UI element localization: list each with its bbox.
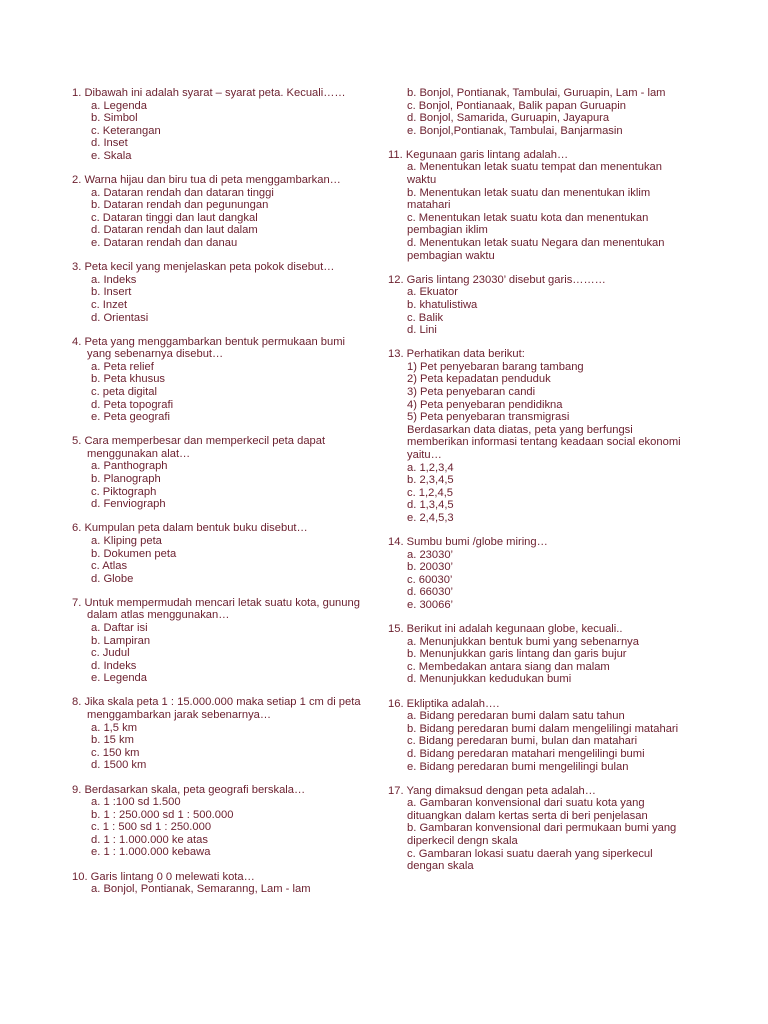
answer-option: 5) Peta penyebaran transmigrasi [407,411,570,424]
answer-option: c. Menentukan letak suatu kota dan menentukan pembagian iklim [407,211,649,237]
answer-option: d. 66030’ [407,586,454,599]
answer-option: c. Keterangan [91,124,161,137]
question-stem: 10. Garis lintang 0 0 melewati kota… [72,870,255,883]
answer-option: d. Menentukan letak suatu Negara dan menentukan pembagian waktu [407,237,665,262]
answer-option: a. Menentukan letak suatu tempat dan menentukan waktu [407,161,662,187]
question-stem: 13. Perhatikan data berikut: [388,348,525,361]
answer-option: d. 1,3,4,5 [407,499,454,512]
answer-option: d. Orientasi [91,311,149,324]
answer-option: a. Dataran rendah dan dataran tinggi [91,186,274,199]
answer-option: a. Panthograph [91,460,168,473]
answer-option: e. 1 : 1.000.000 kebawa [91,846,211,859]
answer-option: c. 60030’ [407,573,453,586]
question-block [388,536,690,612]
answer-option: b. 2,3,4,5 [407,474,454,487]
answer-option: b. Dokumen peta [91,547,177,560]
answer-option: a. Menunjukkan bentuk bumi yang sebenarnya [407,635,639,648]
answer-option: c. Atlas [91,560,128,573]
question-block [388,149,690,262]
question-block [72,522,368,585]
answer-option: e. Bidang peredaran bumi mengelilingi bulan [407,760,629,773]
answer-option: c. Inzet [91,298,128,311]
question-block [388,348,690,524]
question-stem: 15. Berikut ini adalah kegunaan globe, kecuali.. [388,623,623,636]
answer-option: d. 1 : 1.000.000 ke atas [91,833,208,846]
answer-option: b. Bonjol, Pontianak, Tambulai, Guruapin, Lam - lam [407,87,666,99]
question-block [72,435,368,511]
question-block [72,784,368,860]
question-stem: 8. Jika skala peta 1 : 15.000.000 maka setiap 1 cm di peta menggambarkan jarak sebenarnya… [72,696,361,722]
question-block [388,623,690,686]
question-stem: 2. Warna hijau dan biru tua di peta menggambarkan… [72,174,341,187]
question-stem: 4. Peta yang menggambarkan bentuk permukaan bumi yang sebenarnya disebut… [72,335,346,361]
question-block [72,336,368,424]
answer-option: a. Peta relief [91,360,154,373]
answer-option: 2) Peta kepadatan penduduk [407,373,551,386]
question-block [388,274,690,337]
answer-option: a. Bonjol, Pontianak, Semaranng, Lam - lam [91,883,311,896]
answer-option: 4) Peta penyebaran pendidikna [407,398,563,411]
answer-option: Berdasarkan data diatas, peta yang berfungsi memberikan informasi tentang keadaan social ekonomi yaitu… [407,423,681,461]
question-stem: 5. Cara memperbesar dan memperkecil peta dapat menggunakan alat… [72,435,326,460]
answer-option: a. 1,2,3,4 [407,461,454,474]
question-stem: 1. Dibawah ini adalah syarat – syarat peta. Kecuali…… [72,87,346,99]
answer-option: c. Piktograph [91,485,157,498]
answer-option: e. 2,4,5,3 [407,511,454,524]
answer-option: d. Bidang peredaran matahari mengelilingi bumi [407,747,645,760]
answer-option: 1) Pet penyebaran barang tambang [407,360,584,373]
question-block [72,87,368,163]
answer-option: b. Planograph [91,473,161,486]
question-stem: 3. Peta kecil yang menjelaskan peta pokok disebut… [72,261,335,274]
answer-option: b. Menentukan letak suatu dan menentukan iklim matahari [407,186,651,212]
answer-option: d. Menunjukkan kedudukan bumi [407,673,572,686]
answer-option: c. Bonjol, Pontianaak, Balik papan Guruapin [407,99,626,112]
answer-option: b. 20030’ [407,561,454,574]
answer-option: d. Inset [91,137,128,150]
answer-option: b. 1 : 250.000 sd 1 : 500.000 [91,808,234,821]
question-stem: 7. Untuk mempermudah mencari letak suatu kota, gunung dalam atlas menggunakan… [72,596,360,622]
question-block [72,174,368,250]
question-stem: 16. Ekliptika adalah…. [388,697,500,710]
left-column [72,87,368,907]
right-column [388,87,690,884]
answer-option: c. Bidang peredaran bumi, bulan dan matahari [407,735,638,748]
question-stem: 12. Garis lintang 23030’ disebut garis……… [388,273,606,286]
answer-option: d. Indeks [91,659,137,672]
answer-option: a. Kliping peta [91,534,162,547]
answer-option: a. 1,5 km [91,721,138,734]
answer-option: e. Bonjol,Pontianak, Tambulai, Banjarmasin [407,124,623,137]
answer-option: e. Peta geografi [91,411,170,424]
answer-option: c. Dataran tinggi dan laut dangkal [91,211,258,224]
answer-option: c. Judul [91,647,130,660]
answer-option: e. Dataran rendah dan danau [91,237,238,250]
question-stem: 9. Berdasarkan skala, peta geografi berskala… [72,783,306,796]
question-block [72,597,368,685]
answer-option: d. 1500 km [91,759,147,772]
answer-option: c. 150 km [91,746,140,759]
answer-option: a. 1 :100 sd 1.500 [91,796,181,809]
answer-option: b. Peta khusus [91,373,166,386]
answer-option: b. Gambaran konvensional dari permukaan bumi yang diperkecil dengn skala [407,822,677,847]
answer-option: d. Bonjol, Samarida, Guruapin, Jayapura [407,112,610,125]
answer-option: b. Bidang peredaran bumi dalam mengelilingi matahari [407,722,679,735]
answer-option: a. Bidang peredaran bumi dalam satu tahun [407,710,625,723]
answer-option: b. Insert [91,286,132,299]
answer-option: c. 1,2,4,5 [407,486,454,499]
question-block [72,261,368,324]
answer-option: c. peta digital [91,385,157,398]
answer-option: e. Skala [91,149,132,162]
answer-option: a. 23030’ [407,548,454,561]
question-block [388,785,690,873]
answer-option: d. Lini [407,324,437,337]
question-block [72,871,368,896]
answer-option: c. Balik [407,311,444,324]
answer-option: d. Dataran rendah dan laut dalam [91,224,258,237]
answer-option: d. Fenviograph [91,498,166,511]
answer-option: 3) Peta penyebaran candi [407,385,536,398]
question-stem: 14. Sumbu bumi /globe miring… [388,536,548,548]
question-block [72,696,368,772]
question-stem: 17. Yang dimaksud dengan peta adalah… [388,784,596,797]
answer-option: b. 15 km [91,734,134,747]
question-block [388,698,690,774]
answer-option: c. 1 : 500 sd 1 : 250.000 [91,821,212,834]
answer-option: c. Membedakan antara siang dan malam [407,660,610,673]
answer-option: b. Lampiran [91,634,151,647]
answer-option: d. Peta topografi [91,398,174,411]
answer-option: d. Globe [91,572,134,585]
answer-option: e. Legenda [91,672,147,685]
answer-option: a. Indeks [91,273,137,286]
answer-option: a. Gambaran konvensional dari suatu kota yang dituangkan dalam kertas serta di beri penjelasan [407,797,648,822]
answer-option: b. Dataran rendah dan pegunungan [91,199,269,212]
question-stem: 6. Kumpulan peta dalam bentuk buku disebut… [72,522,308,535]
answer-option: a. Ekuator [407,286,458,299]
answer-option: b. Simbol [91,112,138,125]
answer-option: b. Menunjukkan garis lintang dan garis bujur [407,648,627,661]
answer-option: e. 30066’ [407,598,454,611]
answer-option: c. Gambaran lokasi suatu daerah yang siperkecul dengan skala [407,847,653,873]
answer-option: a. Daftar isi [91,621,148,634]
question-stem: 11. Kegunaan garis lintang adalah… [388,148,569,161]
answer-option: b. khatulistiwa [407,298,478,311]
answer-option: a. Legenda [91,99,147,112]
question-block [388,87,690,137]
